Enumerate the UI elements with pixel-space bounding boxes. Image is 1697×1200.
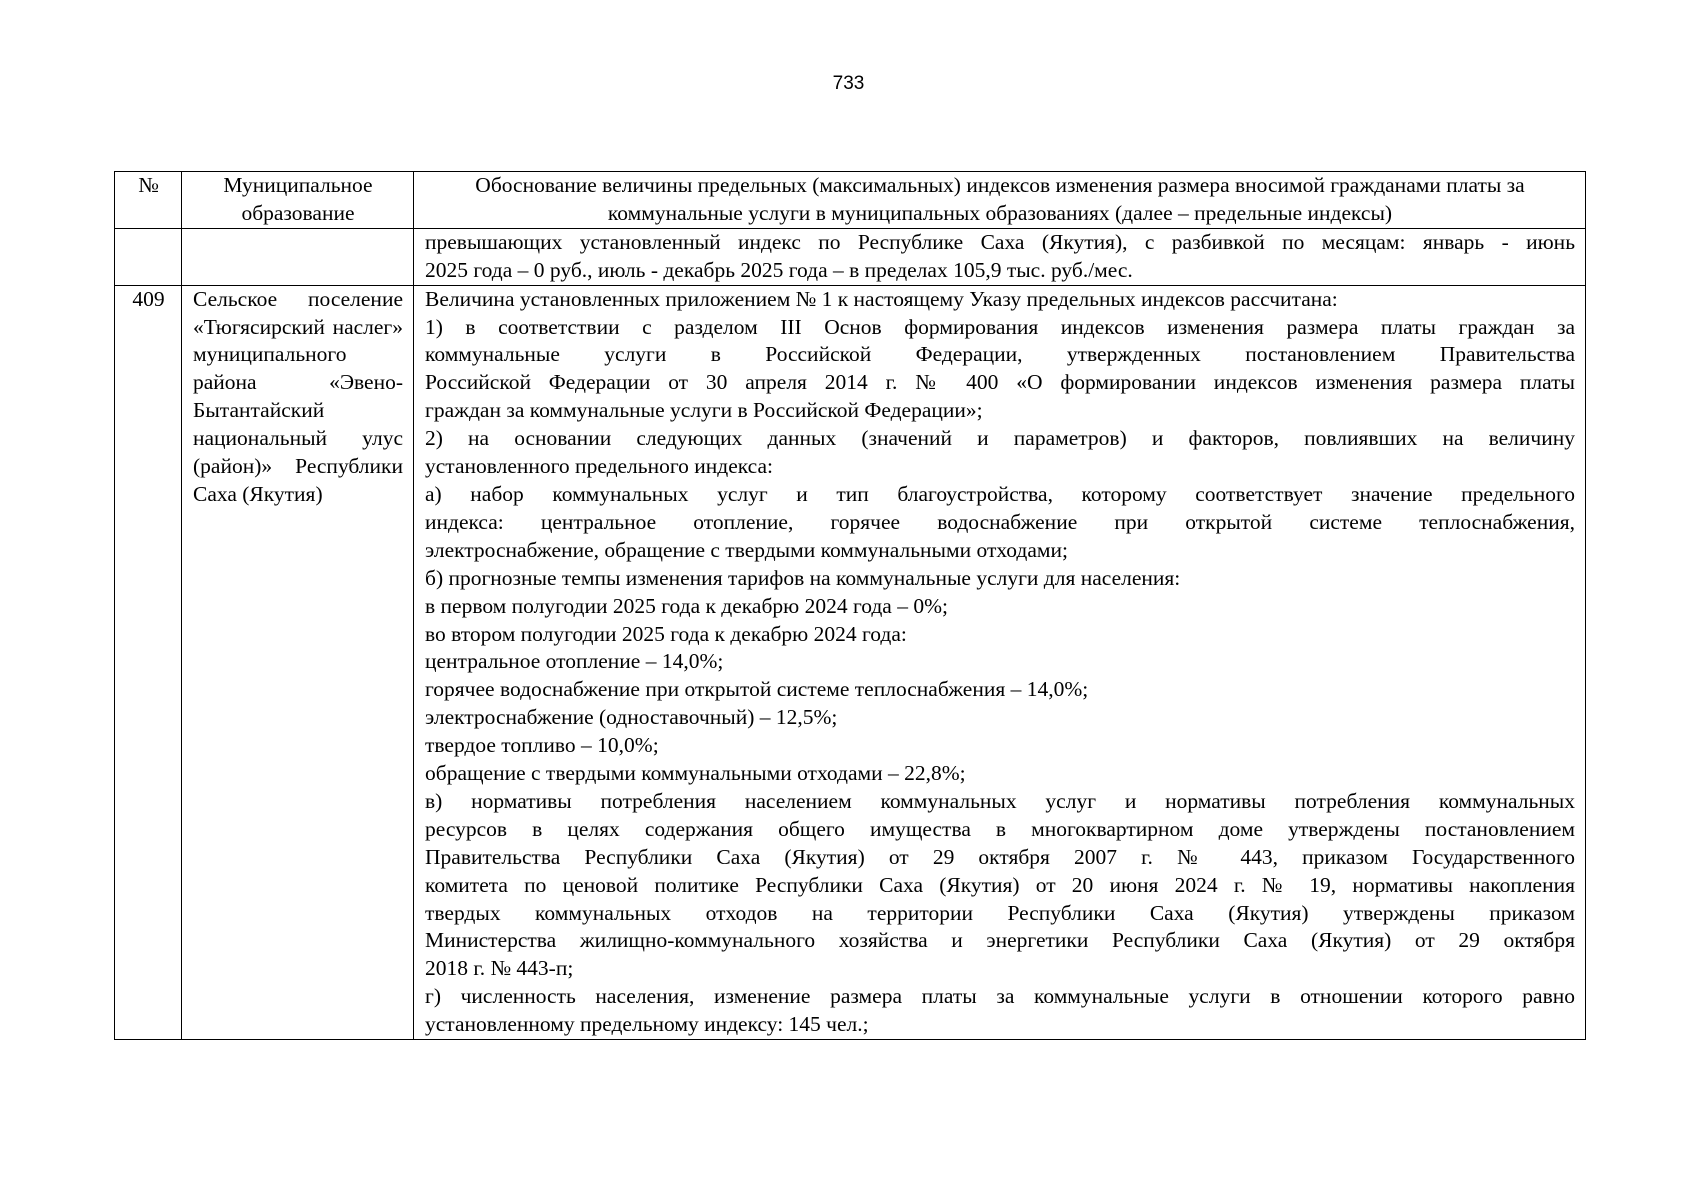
row-number-cell: 409 (115, 285, 182, 1039)
justification-table (114, 171, 1586, 1040)
continuation-number-cell (115, 228, 182, 285)
header-justification: Обоснование величины предельных (максимальных) индексов изменения размера вносимой гражданами платы за коммунальные услуги в муниципальных образованиях (далее – предельные индексы) (414, 172, 1586, 229)
header-number: № (115, 172, 182, 229)
justification-line: 1) в соответствии с разделом III Основ формирования индексов изменения размера платы граждан за (425, 314, 1575, 339)
justification-line: 2) на основании следующих данных (значений и параметров) и факторов, повлиявших на величину (425, 426, 1575, 451)
continuation-municipality-cell (182, 228, 414, 285)
justification-line: 2025 года – 0 руб., июль - декабрь 2025 года – в пределах 105,9 тыс. руб./мес. (425, 257, 1133, 282)
justification-line: 2018 г. № 443-п; (425, 956, 574, 981)
table-row-continuation (115, 228, 1586, 285)
justification-line: в) нормативы потребления населением коммунальных услуг и нормативы потребления коммунальных (425, 788, 1575, 813)
justification-line: электроснабжение, обращение с твердыми коммунальными отходами; (425, 537, 1068, 562)
table-header-row (115, 172, 1586, 229)
header-municipality: Муниципальное образование (182, 172, 414, 229)
justification-line: Министерства жилищно-коммунального хозяйства и энергетики Республики Саха (Якутия) от 29 октября (425, 928, 1575, 953)
justification-line: электроснабжение (одноставочный) – 12,5%; (425, 705, 838, 730)
justification-line: обращение с твердыми коммунальными отходами – 22,8%; (425, 761, 966, 786)
justification-line: б) прогнозные темпы изменения тарифов на коммунальные услуги для населения: (425, 565, 1181, 590)
justification-line: в первом полугодии 2025 года к декабрю 2024 года – 0%; (425, 593, 948, 618)
justification-line: Российской Федерации от 30 апреля 2014 г. № 400 «О формировании индексов изменения размера платы (425, 370, 1575, 395)
justification-line: комитета по ценовой политике Республики Саха (Якутия) от 20 июня 2024 г. № 19, нормативы накопления (425, 872, 1575, 897)
justification-line: твердых коммунальных отходов на территории Республики Саха (Якутия) утверждены приказом (425, 900, 1575, 925)
justification-line: во втором полугодии 2025 года к декабрю 2024 года: (425, 621, 907, 646)
table-row-409 (115, 285, 1586, 1039)
justification-line: а) набор коммунальных услуг и тип благоустройства, которому соответствует значение предельного (425, 481, 1575, 506)
justification-line: г) численность населения, изменение размера платы за коммунальные услуги в отношении которого равно (425, 984, 1575, 1009)
justification-line: индекса: центральное отопление, горячее водоснабжение при открытой системе теплоснабжения, (425, 509, 1575, 534)
justification-line: твердое топливо – 10,0%; (425, 733, 659, 758)
justification-line: превышающих установленный индекс по Республике Саха (Якутия), с разбивкой по месяцам: январь - июнь (425, 229, 1575, 254)
justification-line: граждан за коммунальные услуги в Российской Федерации»; (425, 398, 983, 423)
justification-cell (414, 285, 1586, 1039)
justification-line: установленного предельного индекса: (425, 454, 773, 479)
continuation-justification-cell (414, 228, 1586, 285)
justification-line: центральное отопление – 14,0%; (425, 649, 724, 674)
justification-line: Правительства Республики Саха (Якутия) от 29 октября 2007 г. № 443, приказом Государственного (425, 844, 1575, 869)
justification-line: коммунальные услуги в Российской Федерации, утвержденных постановлением Правительства (425, 342, 1575, 367)
municipality-cell: Сельское поселение «Тюгясирский наслег» муниципального района «Эвено-Бытантайский национальный улус (район)» Республики Саха (Якутия) (182, 285, 414, 1039)
page-number: 733 (832, 73, 865, 94)
justification-line: ресурсов в целях содержания общего имущества в многоквартирном доме утверждены постановлением (425, 816, 1575, 841)
justification-line: горячее водоснабжение при открытой системе теплоснабжения – 14,0%; (425, 677, 1089, 702)
justification-line: установленному предельному индексу: 145 чел.; (425, 1012, 869, 1037)
justification-line: Величина установленных приложением № 1 к настоящему Указу предельных индексов рассчитана: (425, 286, 1338, 311)
